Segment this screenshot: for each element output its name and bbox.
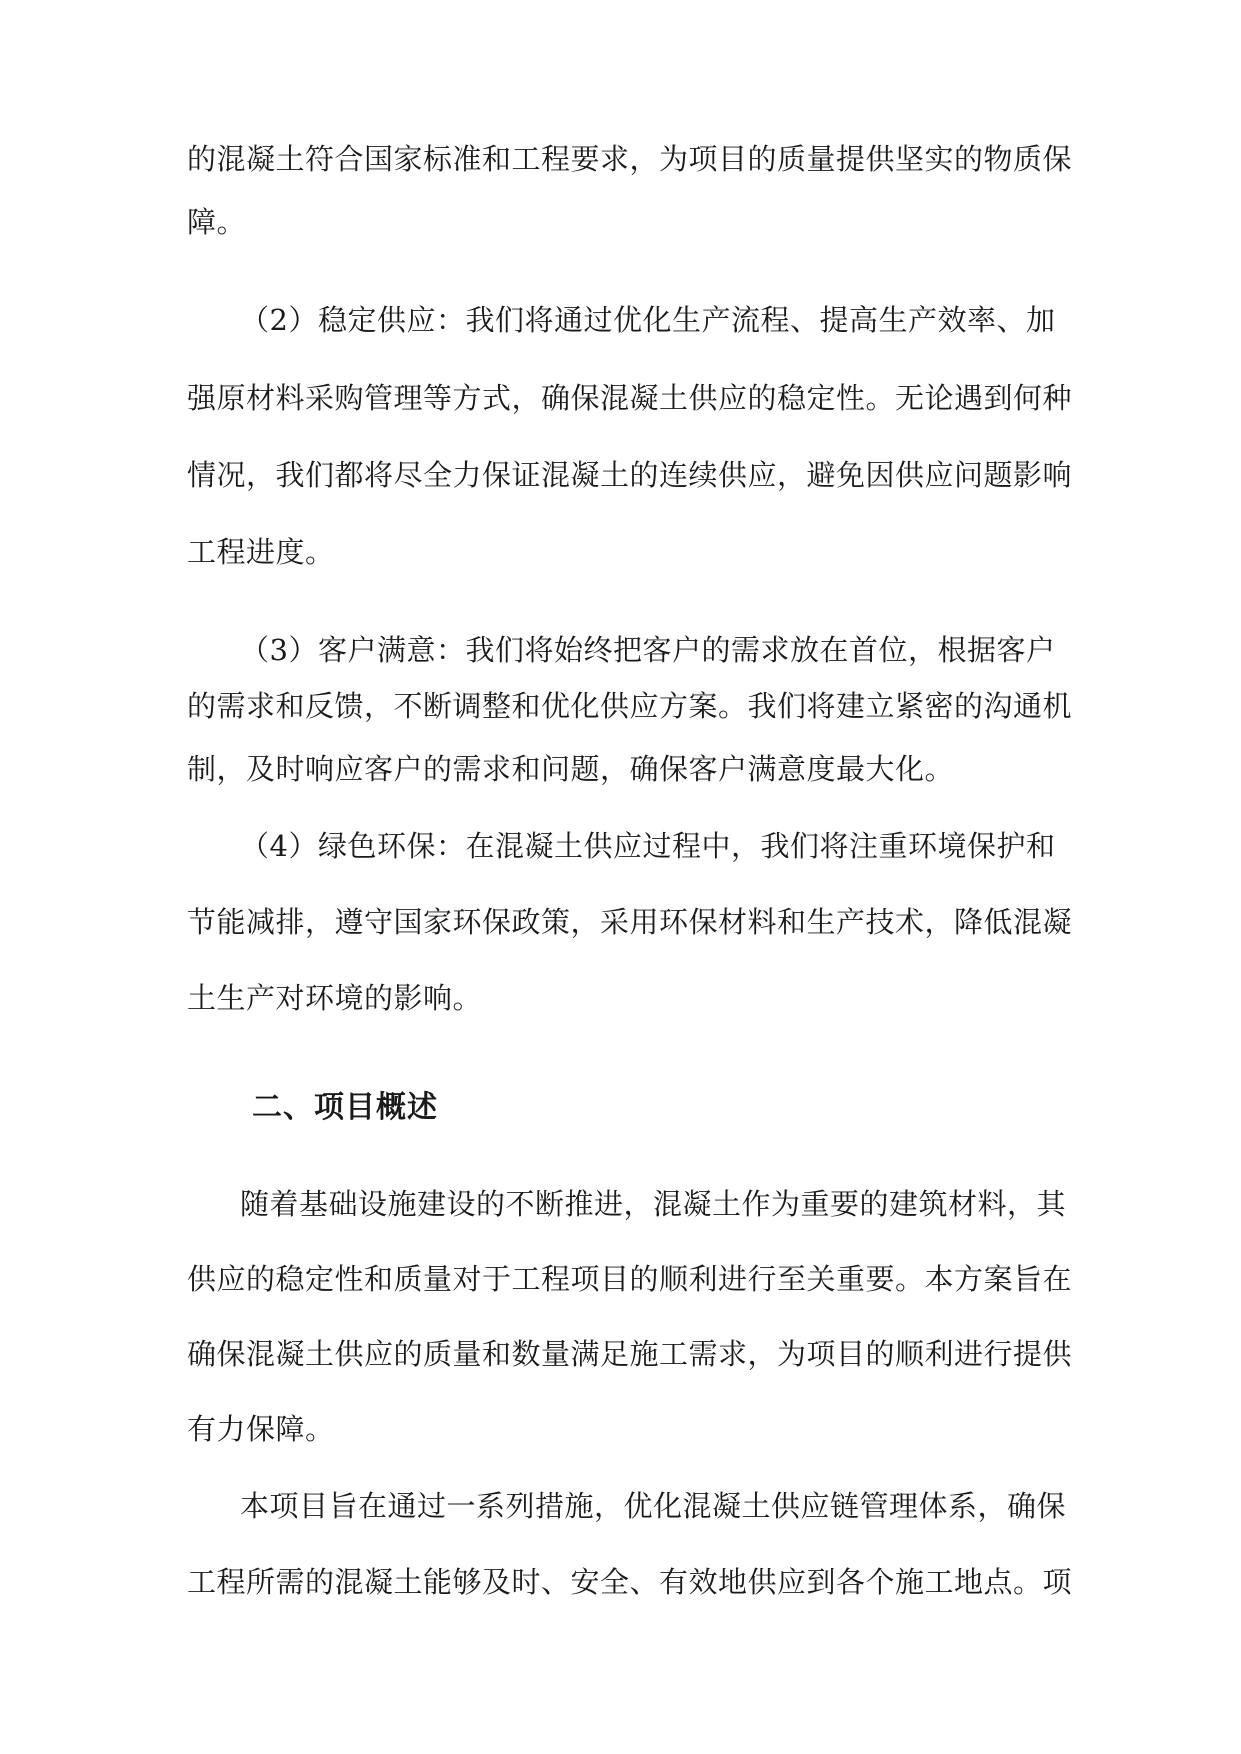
body-text-line: 情况，我们都将尽全力保证混凝土的连续供应，避免因供应问题影响 bbox=[187, 458, 1073, 492]
body-text-line: 有力保障。 bbox=[187, 1412, 335, 1446]
list-item-green-environment: （4）绿色环保：在混凝土供应过程中，我们将注重环境保护和 bbox=[240, 829, 1056, 863]
body-text-line: 节能减排，遵守国家环保政策，采用环保材料和生产技术，降低混凝 bbox=[187, 905, 1073, 939]
list-item-customer-satisfaction: （3）客户满意：我们将始终把客户的需求放在首位，根据客户 bbox=[240, 633, 1056, 667]
section-heading: 二、项目概述 bbox=[252, 1090, 438, 1125]
body-text-line: 障。 bbox=[187, 205, 247, 239]
body-text-line: 本项目旨在通过一系列措施，优化混凝土供应链管理体系，确保 bbox=[240, 1489, 1067, 1523]
body-text-line: 的混凝土符合国家标准和工程要求，为项目的质量提供坚实的物质保 bbox=[187, 142, 1073, 176]
body-text-line: 工程进度。 bbox=[187, 535, 335, 569]
body-text-line: 制，及时响应客户的需求和问题，确保客户满意度最大化。 bbox=[187, 752, 955, 786]
body-text-line: 供应的稳定性和质量对于工程项目的顺利进行至关重要。本方案旨在 bbox=[187, 1262, 1073, 1296]
body-text-line: 随着基础设施建设的不断推进，混凝土作为重要的建筑材料，其 bbox=[240, 1187, 1067, 1221]
body-text-line: 工程所需的混凝土能够及时、安全、有效地供应到各个施工地点。项 bbox=[187, 1565, 1073, 1599]
body-text-line: 的需求和反馈，不断调整和优化供应方案。我们将建立紧密的沟通机 bbox=[187, 689, 1073, 723]
list-item-stable-supply: （2）稳定供应：我们将通过优化生产流程、提高生产效率、加 bbox=[240, 303, 1056, 337]
body-text-line: 确保混凝土供应的质量和数量满足施工需求，为项目的顺利进行提供 bbox=[187, 1337, 1073, 1371]
body-text-line: 强原材料采购管理等方式，确保混凝土供应的稳定性。无论遇到何种 bbox=[187, 381, 1073, 415]
body-text-line: 土生产对环境的影响。 bbox=[187, 981, 483, 1015]
